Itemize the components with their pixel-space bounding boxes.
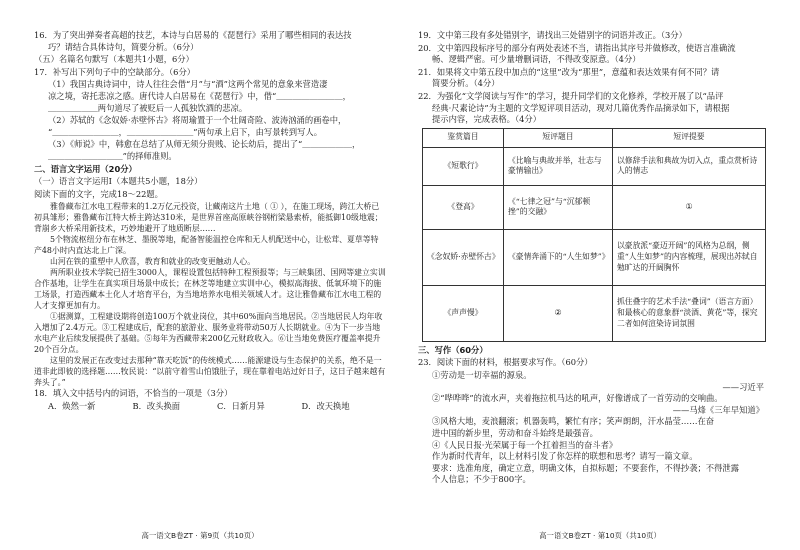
question-text: “＿＿＿＿＿＿＿＿，＿＿＿＿＿＿＿＿”两句承上启下，由写景转到写人。 [48,126,322,137]
question-text: 凉之境，寄托悲凉之感。唐代诗人白居易在《琵琶行》中，借“＿＿＿＿＿＿＿＿， [48,90,351,101]
question-16 [34,30,386,53]
passage-paragraph: 山河在铁的重塑中人欣喜，教育和就业的改变更触动人心。 [50,257,256,267]
question-18-options [34,401,386,413]
question-20 [418,43,770,66]
table-row [423,229,766,285]
question-17-1 [34,79,386,114]
page-footer: 高一语文B卷ZT · 第9页（共10页） [141,531,259,541]
material-2: ②“哗哗哗”的流水声，夹着拖拉机马达的吼声，好像谱成了一首劳动的交响曲。 [432,393,723,404]
option-a: A．焕然一新 [48,400,96,411]
table-cell: 《念奴娇·赤壁怀古》 [423,229,504,285]
question-text: 20．文中第四段标序号的部分有两处表述不当，请指出其序号并做修改，使语言准确流 [418,42,736,53]
table-cell-blank[interactable]: ② [504,285,613,341]
question-21 [418,67,770,90]
question-text: （3）《师说》中，韩愈在总结了从师无须分贵贱、论长幼后，提出了“＿＿＿＿＿＿， [48,139,361,150]
option-d: D．改天换地 [301,400,350,411]
table-cell: 《短歌行》 [423,147,504,185]
question-text: 巧？请结合具体诗句，简要分析。（6分） [48,41,199,52]
section-heading: 二、语言文字运用（20分） [34,163,137,174]
table-cell-blank[interactable]: ① [613,185,766,229]
question-text: （1）我国古典诗词中，诗人往往会借“月”与“酒”这两个常见的意象来营造凄 [48,79,328,90]
material-3: 进中国的新步里，劳动和奋斗始终是最强音。 [432,427,598,438]
question-17-2 [34,115,386,138]
table-cell: 抓住叠字的艺术手法“叠词”（语言方面）和最核心的意象群“淡酒、黄花”等，探究二者如何渲染诗词氛围 [613,285,766,341]
question-text: ＿＿＿＿＿＿＿＿＿”的择师准则。 [48,150,177,161]
table-cell: 以豪放派“豪迈开阔”的风格为总纲，侧重“人生如梦”的内容梳理，展现出苏轼自勉旷达的开阔胸怀 [613,229,766,285]
table-cell: 《豪情奔涌下的“人生如梦”》 [504,229,613,285]
option-c: C．日新月异 [217,400,265,411]
table-header: 短评提要 [613,128,766,147]
question-text: ＿＿＿＿＿＿两句道尽了被贬后一人孤独饮酒的悲凉。 [48,102,248,113]
material-4: ④《人民日报·光荣属于每一个扛着担当的奋斗者》 [432,439,618,450]
question-17: 17．补写出下列句子中的空缺部分。（6分） [34,66,196,77]
passage-paragraph: 雅鲁藏布江水电工程带来的1.2万亿元投资，让藏南这片土地（ ① ），在施工现场，跨江大桥已初具雏形；雅鲁藏布江特大桥主跨达310米，是世界首座高原峡谷钢桁梁悬索桥，能抵御10级地震；背崩乡大桥采用新技术，巧妙地避开了地质断层…… [34,202,383,234]
reading-instruction: 阅读下面的文字，完成18～22题。 [34,188,163,199]
question-text: 22．为强化“文学阅读与写作”的学习，提升同学们的文化修养，学校开展了以“品评 [418,90,724,101]
question-19: 19．文中第三段有多处错别字，请找出三处错别字的词语并改正。（3分） [418,30,687,40]
review-table [422,128,766,342]
table-row [423,285,766,341]
passage-paragraph: 这里的发展正在改变过去那种“靠天吃饭”的传统模式……能源建设与生态保护的关系，绝不是一道非此即彼的选择题……牧民说：“以前守着雪山怕饿肚子，现在靠着电站过好日子，这日子越来越有奔头了。” [34,356,386,388]
prompt-text: 作为新时代青年，以上材料引发了你怎样的联想和思考？请写一篇文章。 [432,451,698,462]
passage-paragraph: 两所职业技术学院已招生3000人，课程设置包括特种工程预报等；与三峡集团、国网等建立实训合作基地，让学生在真实项目场景中成长；在林芝等地建立实训中心，模拟高海拔、低氧环境下的施工场景，打造西藏本土化人才培育平台，为当地培养水电相关领域人才。这让雅鲁藏布江水电工程的人才支撑更加有力。 [34,268,386,311]
section-heading: 三、写作（60分） [418,344,488,355]
material-1-source: ——习近平 [722,381,764,392]
writing-prompt [418,451,770,486]
question-text: 简要分析。（4分） [432,78,500,89]
question-text: 提示内容，完成表格。（4分） [432,114,541,125]
passage-paragraph: 5个物流枢纽分布在林芝、墨脱等地，配备智能温控仓库和无人机配送中心，让松茸、夏草等特产48小时内直达北上广深。 [34,235,379,256]
prompt-text: 个人信息；不少于800字。 [432,474,531,485]
table-header-row [423,128,766,147]
option-b: B．改头换面 [132,400,181,411]
prompt-text: 要求：选准角度，确定立意，明确文体，自拟标题；不要套作，不得抄袭；不得泄露 [432,462,739,473]
question-17-3 [34,139,386,162]
table-cell: 《比喻与典故并举，壮志与豪情输出》 [504,147,613,185]
table-header: 短评题目 [504,128,613,147]
page-footer: 高一语文B卷ZT · 第10页（共10页） [539,531,661,541]
passage-paragraph: ①据测算，工程建设期将创造100万个就业岗位，其中60%面向当地居民。②当地居民人均年收入增加了2.4万元。③工程建成后，配套的旅游业、服务业将带动50万人长期就业。④为下一步当地水电产业后续发展提供了基础。⑤每年为西藏带来200亿元财政收入。⑥让当地免费医疗覆盖率提升20个百分点。 [34,312,383,355]
writing-materials [418,370,770,451]
table-cell: 《“七律之冠”与“沉郁顿挫”的交融》 [504,185,613,229]
question-18: 18．填入文中括号内的词语，不恰当的一项是（3分） [34,388,233,399]
table-cell: 《声声慢》 [423,285,504,341]
table-row [423,185,766,229]
question-text: 畅、逻辑严密。可少量增删词语，不得改变原意。（4分） [432,54,641,65]
question-text: （2）苏轼的《念奴娇·赤壁怀古》将周瑜置于一个壮阔奇险、波涛汹涌的画卷中， [48,115,347,126]
table-header: 鉴赏篇目 [423,128,504,147]
question-text: 21．如果将文中第五段中加点的“这里”改为“那里”，意蕴和表达效果有何不同？请 [418,66,720,77]
question-22 [418,91,770,126]
question-text: 16．为了突出弹奏者高超的技艺，本诗与白居易的《琵琶行》采用了哪些相同的表达技 [34,30,352,40]
table-row [423,147,766,185]
reading-passage [34,201,386,388]
table-cell: 以修辞手法和典故为切入点，重点赏析诗人的情志 [613,147,766,185]
right-page [400,0,800,550]
material-2-source: ——马烽《三年早知道》 [672,404,764,415]
subsection-heading: （一）语言文字运用Ⅰ（本题共5小题，18分） [34,176,203,187]
material-1: ①劳动是一切幸福的源泉。 [432,369,532,380]
table-cell: 《登高》 [423,185,504,229]
material-3: ③风格大地，麦浪翻滚；机器轰鸣，繁忙有序；笑声朗朗，汗水晶莹……在奋 [432,416,715,427]
question-23: 23．阅读下面的材料，根据要求写作。（60分） [418,357,593,368]
section-heading: （五）名篇名句默写（本题共1小题，6分） [34,54,194,65]
question-text: 经典·尺素论诗”为主题的文学短评项目活动，现对几篇优秀作品摘录如下，请根据 [432,102,730,113]
